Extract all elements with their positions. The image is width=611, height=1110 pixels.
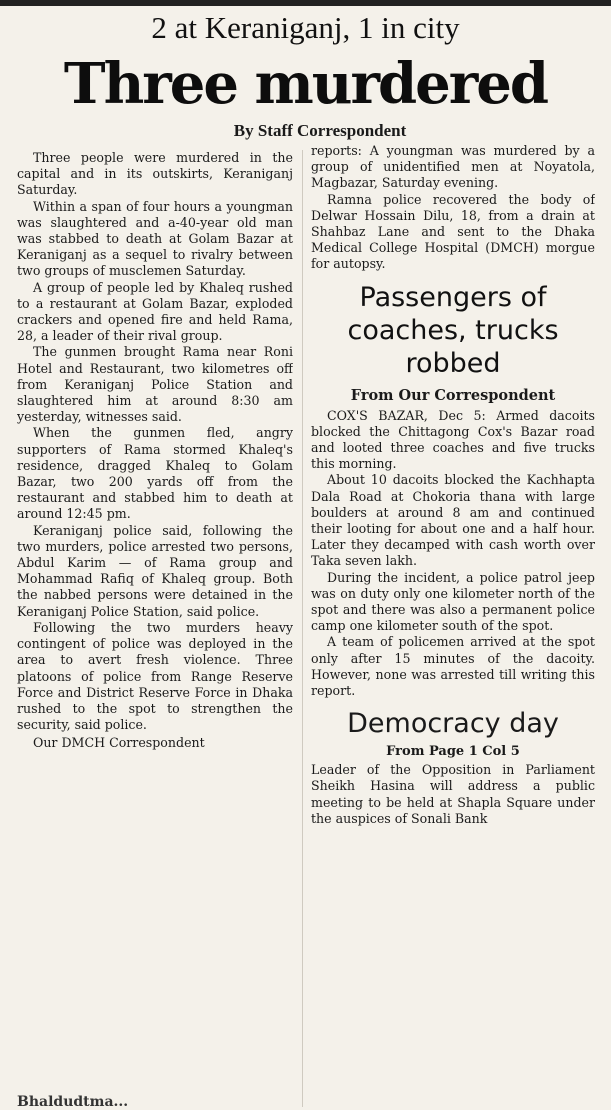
- paragraph: During the incident, a police patrol jeep was on duty only one kilometer north of the spot and there was also a permanent police camp one kilometer south of the spot.: [311, 569, 595, 634]
- paragraph: Leader of the Opposition in Parliament Sheikh Hasina will address a public meeting to be held at Shapla Square under the auspices of Sonali Bank: [311, 762, 595, 826]
- kicker-headline: 2 at Keraniganj, 1 in city: [151, 10, 460, 45]
- story3-headline: Democracy day: [347, 708, 559, 740]
- paragraph: About 10 dacoits blocked the Kachhapta Dala Road at Chokoria thana with large boulders at around 8 am and continued their looting for about one and a half hour. Later they decamped with cash worth over Taka seven lakh.: [311, 472, 595, 569]
- paragraph: COX'S BAZAR, Dec 5: Armed dacoits blocked the Chittagong Cox's Bazar road and looted three coaches and five trucks this morning.: [311, 407, 595, 472]
- story2-byline: From Our Correspondent: [350, 386, 556, 404]
- correspondent-credit: Our DMCH Correspondent: [33, 735, 205, 751]
- paragraph: Three people were murdered in the capital and in its outskirts, Keraniganj Saturday.: [17, 150, 293, 198]
- paragraph: When the gunmen fled, angry supporters of Rama stormed Khaleq's residence, dragged Khaleq to Golam Bazar, two 200 yards off from the restaurant and stabbed him to death at around 12:45 pm.: [17, 425, 293, 522]
- paragraph: A team of policemen arrived at the spot only after 15 minutes of the dacoity. However, none was arrested till writing this report.: [311, 634, 595, 699]
- story2-headline: Passengers of coaches, trucks robbed: [347, 281, 559, 379]
- top-rule: [0, 0, 611, 6]
- main-headline: Three murdered: [63, 51, 548, 117]
- paragraph: Following the two murders heavy contingent of police was deployed in the area to avert fresh violence. Three platoons of police from Range Reserve Force and District Reserve Force in Dhaka rushed to the spot to strengthen the security, said police.: [17, 619, 293, 733]
- paragraph: Ramna police recovered the body of Delwar Hossain Dilu, 18, from a drain at Shahbaz Lane and sent to the Dhaka Medical College Hospital (DMCH) morgue for autopsy.: [311, 191, 595, 272]
- byline: By Staff Correspondent: [233, 121, 407, 140]
- right-column: [311, 143, 595, 1100]
- paragraph: Keraniganj police said, following the two murders, police arrested two persons, Abdul Karim — of Rama group and Mohammad Rafiq of Khaleq group. Both the nabbed persons were detained in the Keraniganj Police Station, said police.: [17, 522, 293, 619]
- paragraph: reports: A youngman was murdered by a group of unidentified men at Noyatola, Magbazar, Saturday evening.: [311, 143, 595, 191]
- column-divider: [302, 150, 303, 1107]
- story3-jump-line: From Page 1 Col 5: [386, 744, 520, 760]
- left-column: [17, 150, 293, 1107]
- paragraph: The gunmen brought Rama near Roni Hotel and Restaurant, two kilometres off from Keraniganj Police Station and slaughtered him at around 8:30 am yesterday, witnesses said.: [17, 344, 293, 425]
- paragraph: A group of people led by Khaleq rushed to a restaurant at Golam Bazar, exploded crackers and opened fire and held Rama, 28, a leader of their rival group.: [17, 279, 293, 344]
- cut-off-heading: Bhaldudtma...: [17, 1094, 129, 1110]
- paragraph: Within a span of four hours a youngman was slaughtered and a-40-year old man was stabbed to death at Golam Bazar at Keraniganj as a sequel to rivalry between two groups of musclemen Saturday.: [17, 198, 293, 279]
